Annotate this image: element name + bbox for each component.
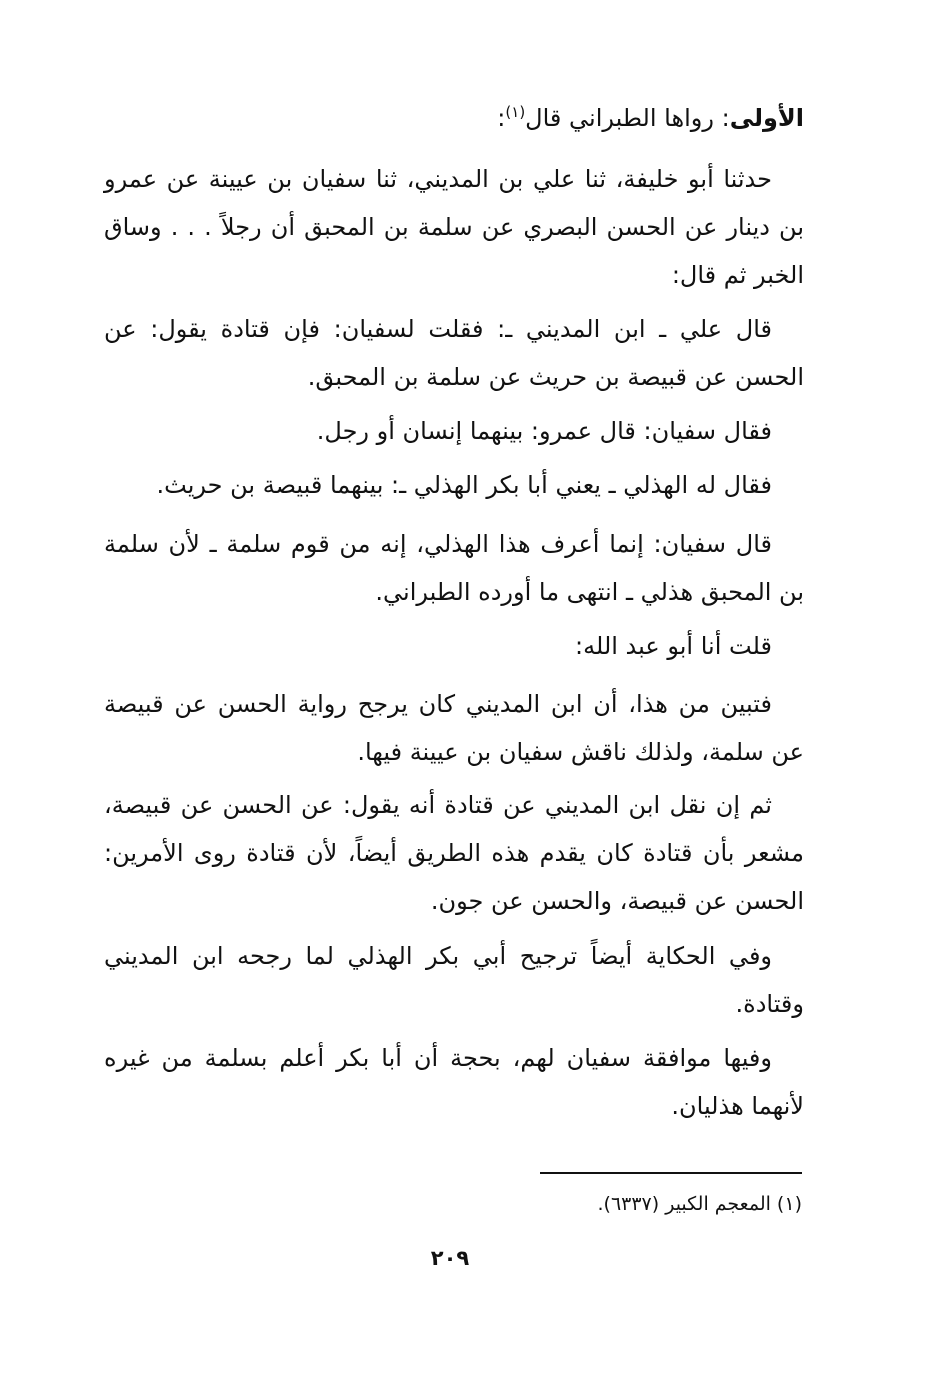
paragraph-tail: : xyxy=(497,104,506,132)
paragraph-conclusion-1: فتبين من هذا، أن ابن المديني كان يرجح رواية الحسن عن قبيصة عن سلمة، ولذلك ناقش سفيان بن عيينة فيها. xyxy=(104,690,804,766)
footnote-reference: (١) xyxy=(505,103,526,121)
paragraph-conclusion-2: ثم إن نقل ابن المديني عن قتادة أنه يقول: عن الحسن عن قبيصة، مشعر بأن قتادة كان يقدم هذه الطريق أيضاً، لأن قتادة روى الأمرين: الحسن عن قبيصة، والحسن عن جون. xyxy=(104,791,804,915)
paragraph-sufyan-reply: فقال سفيان: قال عمرو: بينهما إنسان أو رجل. xyxy=(316,417,772,445)
paragraph-author-note: قلت أنا أبو عبد الله: xyxy=(575,632,772,660)
paragraph-conclusion-4: وفيها موافقة سفيان لهم، بحجة أن أبا بكر أعلم بسلمة من غيره لأنهما هذليان. xyxy=(104,1044,804,1120)
paragraph-text: : رواها الطبراني قال xyxy=(525,104,730,132)
paragraph-sufyan-note: قال سفيان: إنما أعرف هذا الهذلي، إنه من قوم سلمة ـ لأن سلمة بن المحبق هذلي ـ انتهى ما أورده الطبراني. xyxy=(104,530,804,606)
page-number: ٢٠٩ xyxy=(430,1246,470,1270)
paragraph-ali-question: قال علي ـ ابن المديني ـ: فقلت لسفيان: فإن قتادة يقول: عن الحسن عن قبيصة بن حريث عن سلمة بن المحبق. xyxy=(104,315,804,391)
paragraph-conclusion-3: وفي الحكاية أيضاً ترجيح أبي بكر الهذلي لما رجحه ابن المديني وقتادة. xyxy=(104,942,804,1018)
paragraph-isnad: حدثنا أبو خليفة، ثنا علي بن المديني، ثنا سفيان بن عيينة عن عمرو بن دينار عن الحسن البصري عن سلمة بن المحبق أن رجلاً . . . وساق الخبر ثم قال: xyxy=(104,165,804,289)
paragraph-hudhali: فقال له الهذلي ـ يعني أبا بكر الهذلي ـ: بينهما قبيصة بن حريث. xyxy=(156,471,772,499)
footnote: (١) المعجم الكبير (٦٣٣٧). xyxy=(597,1193,802,1215)
paragraph-opening xyxy=(104,94,804,142)
paragraph-lead: الأولى xyxy=(729,104,804,132)
footnote-divider xyxy=(540,1172,802,1174)
